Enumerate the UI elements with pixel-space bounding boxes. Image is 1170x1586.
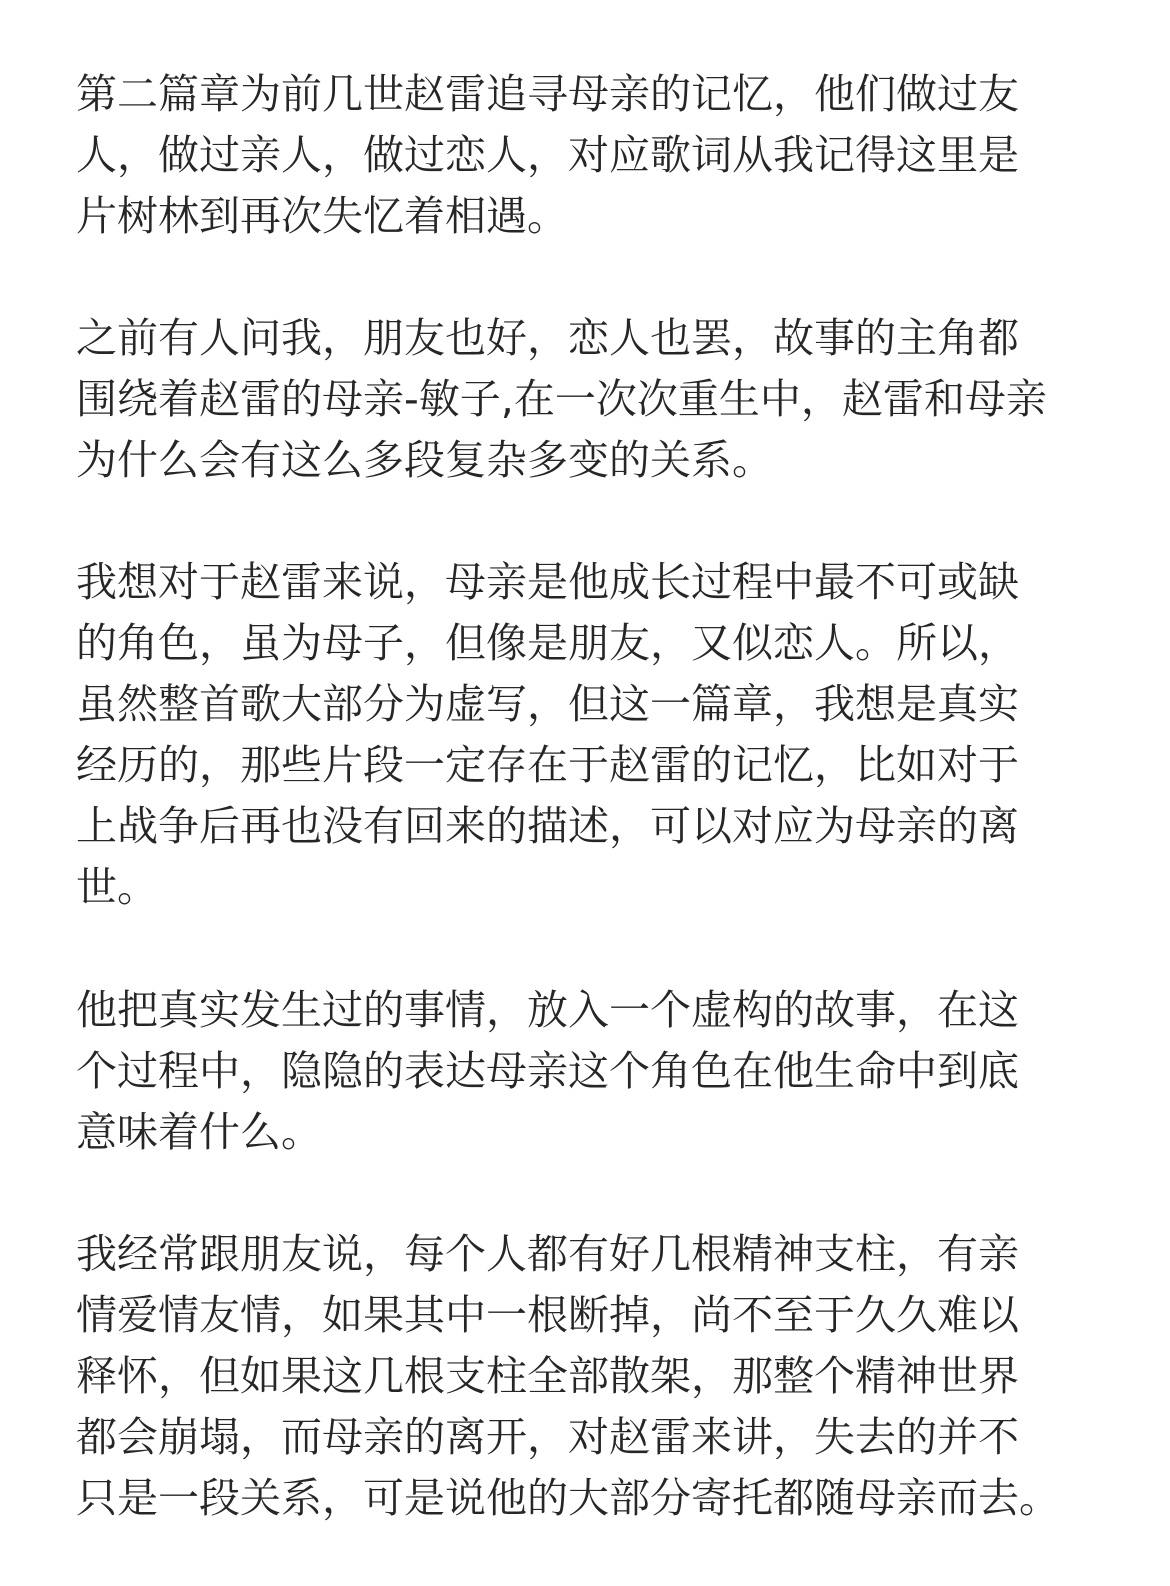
paragraph-4 [76, 980, 1019, 1163]
text-line: 都会崩塌，而母亲的离开，对赵雷来讲，失去的并不 [76, 1413, 1019, 1461]
text-line: 虽然整首歌大部分为虚写，但这一篇章，我想是真实 [76, 680, 1019, 728]
text-line: 围绕着赵雷的母亲-敏子,在一次次重生中，赵雷和母亲 [76, 375, 1047, 423]
text-line: 为什么会有这么多段复杂多变的关系。 [76, 436, 773, 484]
text-line: 经历的，那些片段一定存在于赵雷的记忆，比如对于 [76, 741, 1019, 789]
text-line: 之前有人问我，朋友也好，恋人也罢，故事的主角都 [76, 314, 1019, 362]
text-line: 个过程中，隐隐的表达母亲这个角色在他生命中到底 [76, 1047, 1019, 1095]
text-line: 意味着什么。 [76, 1108, 322, 1156]
text-line: 人，做过亲人，做过恋人，对应歌词从我记得这里是 [76, 131, 1019, 179]
text-line: 第二篇章为前几世赵雷追寻母亲的记忆，他们做过友 [76, 70, 1019, 118]
text-line: 情爱情友情，如果其中一根断掉，尚不至于久久难以 [76, 1291, 1019, 1339]
paragraph-3 [76, 552, 1019, 918]
text-line: 我经常跟朋友说，每个人都有好几根精神支柱，有亲 [76, 1230, 1019, 1278]
text-line: 只是一段关系，可是说他的大部分寄托都随母亲而去。 [76, 1474, 1060, 1522]
paragraph-5 [76, 1224, 1060, 1529]
text-line: 释怀，但如果这几根支柱全部散架，那整个精神世界 [76, 1352, 1019, 1400]
text-line: 他把真实发生过的事情，放入一个虚构的故事，在这 [76, 986, 1019, 1034]
paragraph-1 [76, 64, 1019, 247]
text-line: 的角色，虽为母子，但像是朋友，又似恋人。所以， [76, 619, 1019, 667]
text-line: 我想对于赵雷来说，母亲是他成长过程中最不可或缺 [76, 558, 1019, 606]
text-line: 世。 [76, 863, 158, 911]
text-line: 片树林到再次失忆着相遇。 [76, 192, 568, 240]
paragraph-2 [76, 308, 1047, 491]
text-line: 上战争后再也没有回来的描述，可以对应为母亲的离 [76, 802, 1019, 850]
